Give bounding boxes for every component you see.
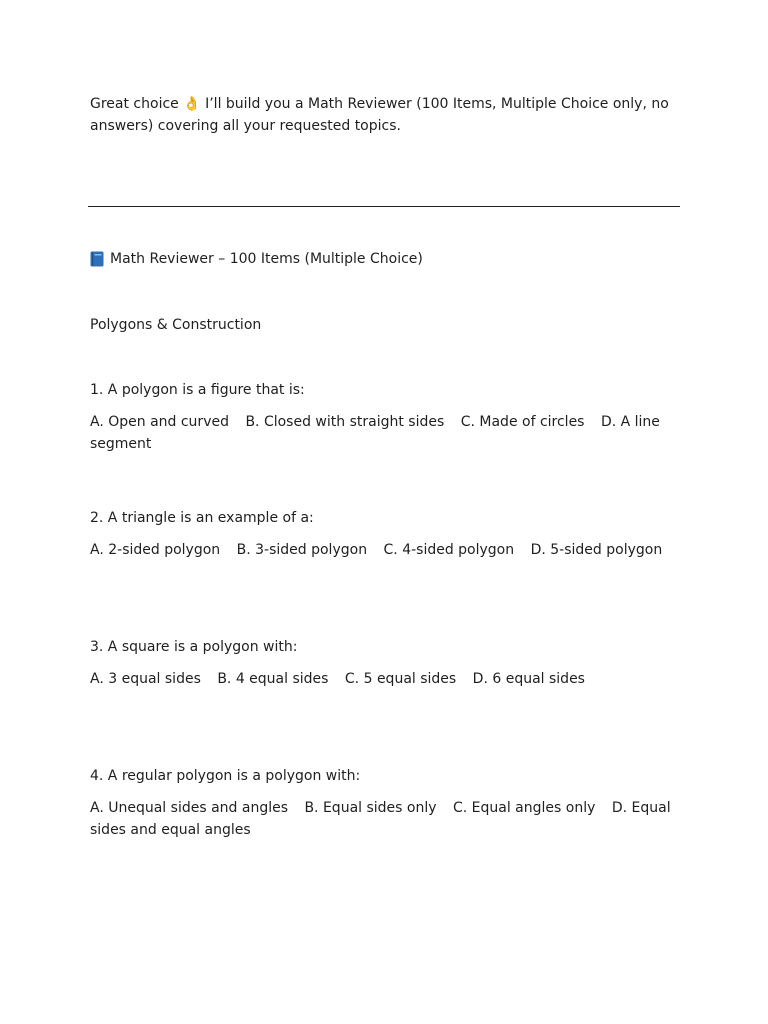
question-1 — [90, 379, 682, 455]
question-prompt: 3. A square is a polygon with: — [90, 639, 298, 655]
question-2 — [90, 507, 682, 561]
option-a: A. 3 equal sides — [90, 671, 201, 687]
option-c: C. 5 equal sides — [344, 671, 457, 687]
answer-options — [90, 411, 682, 455]
option-a: A. Open and curved — [90, 414, 229, 430]
answer-options — [90, 539, 682, 561]
intro-paragraph — [90, 93, 680, 137]
option-b: B. 3-sided polygon — [236, 542, 368, 558]
question-prompt: 1. A polygon is a figure that is: — [90, 382, 305, 398]
question-3 — [90, 636, 682, 690]
blue-book-icon — [90, 251, 104, 267]
option-b: B. 4 equal sides — [217, 671, 329, 687]
option-b: B. Equal sides only — [304, 800, 437, 816]
question-prompt: 4. A regular polygon is a polygon with: — [90, 768, 361, 784]
option-d: D. 5-sided polygon — [530, 542, 663, 558]
intro-text-start: Great choice — [90, 96, 184, 112]
answer-options — [90, 797, 682, 841]
option-c: C. 4-sided polygon — [383, 542, 515, 558]
intro-text-end: I’ll build you a Math Reviewer (100 Items, Multiple Choice only, no answers) covering all your requested topics. — [90, 96, 669, 134]
option-b: B. Closed with straight sides — [245, 414, 445, 430]
document-title — [90, 248, 680, 270]
section-heading: Polygons & Construction — [90, 317, 262, 333]
answer-options — [90, 668, 682, 690]
option-d: D. 6 equal sides — [472, 671, 585, 687]
question-prompt: 2. A triangle is an example of a: — [90, 510, 314, 526]
option-d: D. Equal sides and equal angles — [90, 800, 671, 838]
option-c: C. Made of circles — [460, 414, 585, 430]
question-4 — [90, 765, 682, 841]
option-a: A. Unequal sides and angles — [90, 800, 288, 816]
ok-hand-icon: 👌 — [183, 96, 201, 112]
horizontal-divider — [88, 206, 680, 207]
option-a: A. 2-sided polygon — [90, 542, 221, 558]
option-d: D. A line segment — [90, 414, 660, 452]
option-c: C. Equal angles only — [452, 800, 596, 816]
document-title-text: Math Reviewer – 100 Items (Multiple Choice) — [110, 251, 423, 267]
